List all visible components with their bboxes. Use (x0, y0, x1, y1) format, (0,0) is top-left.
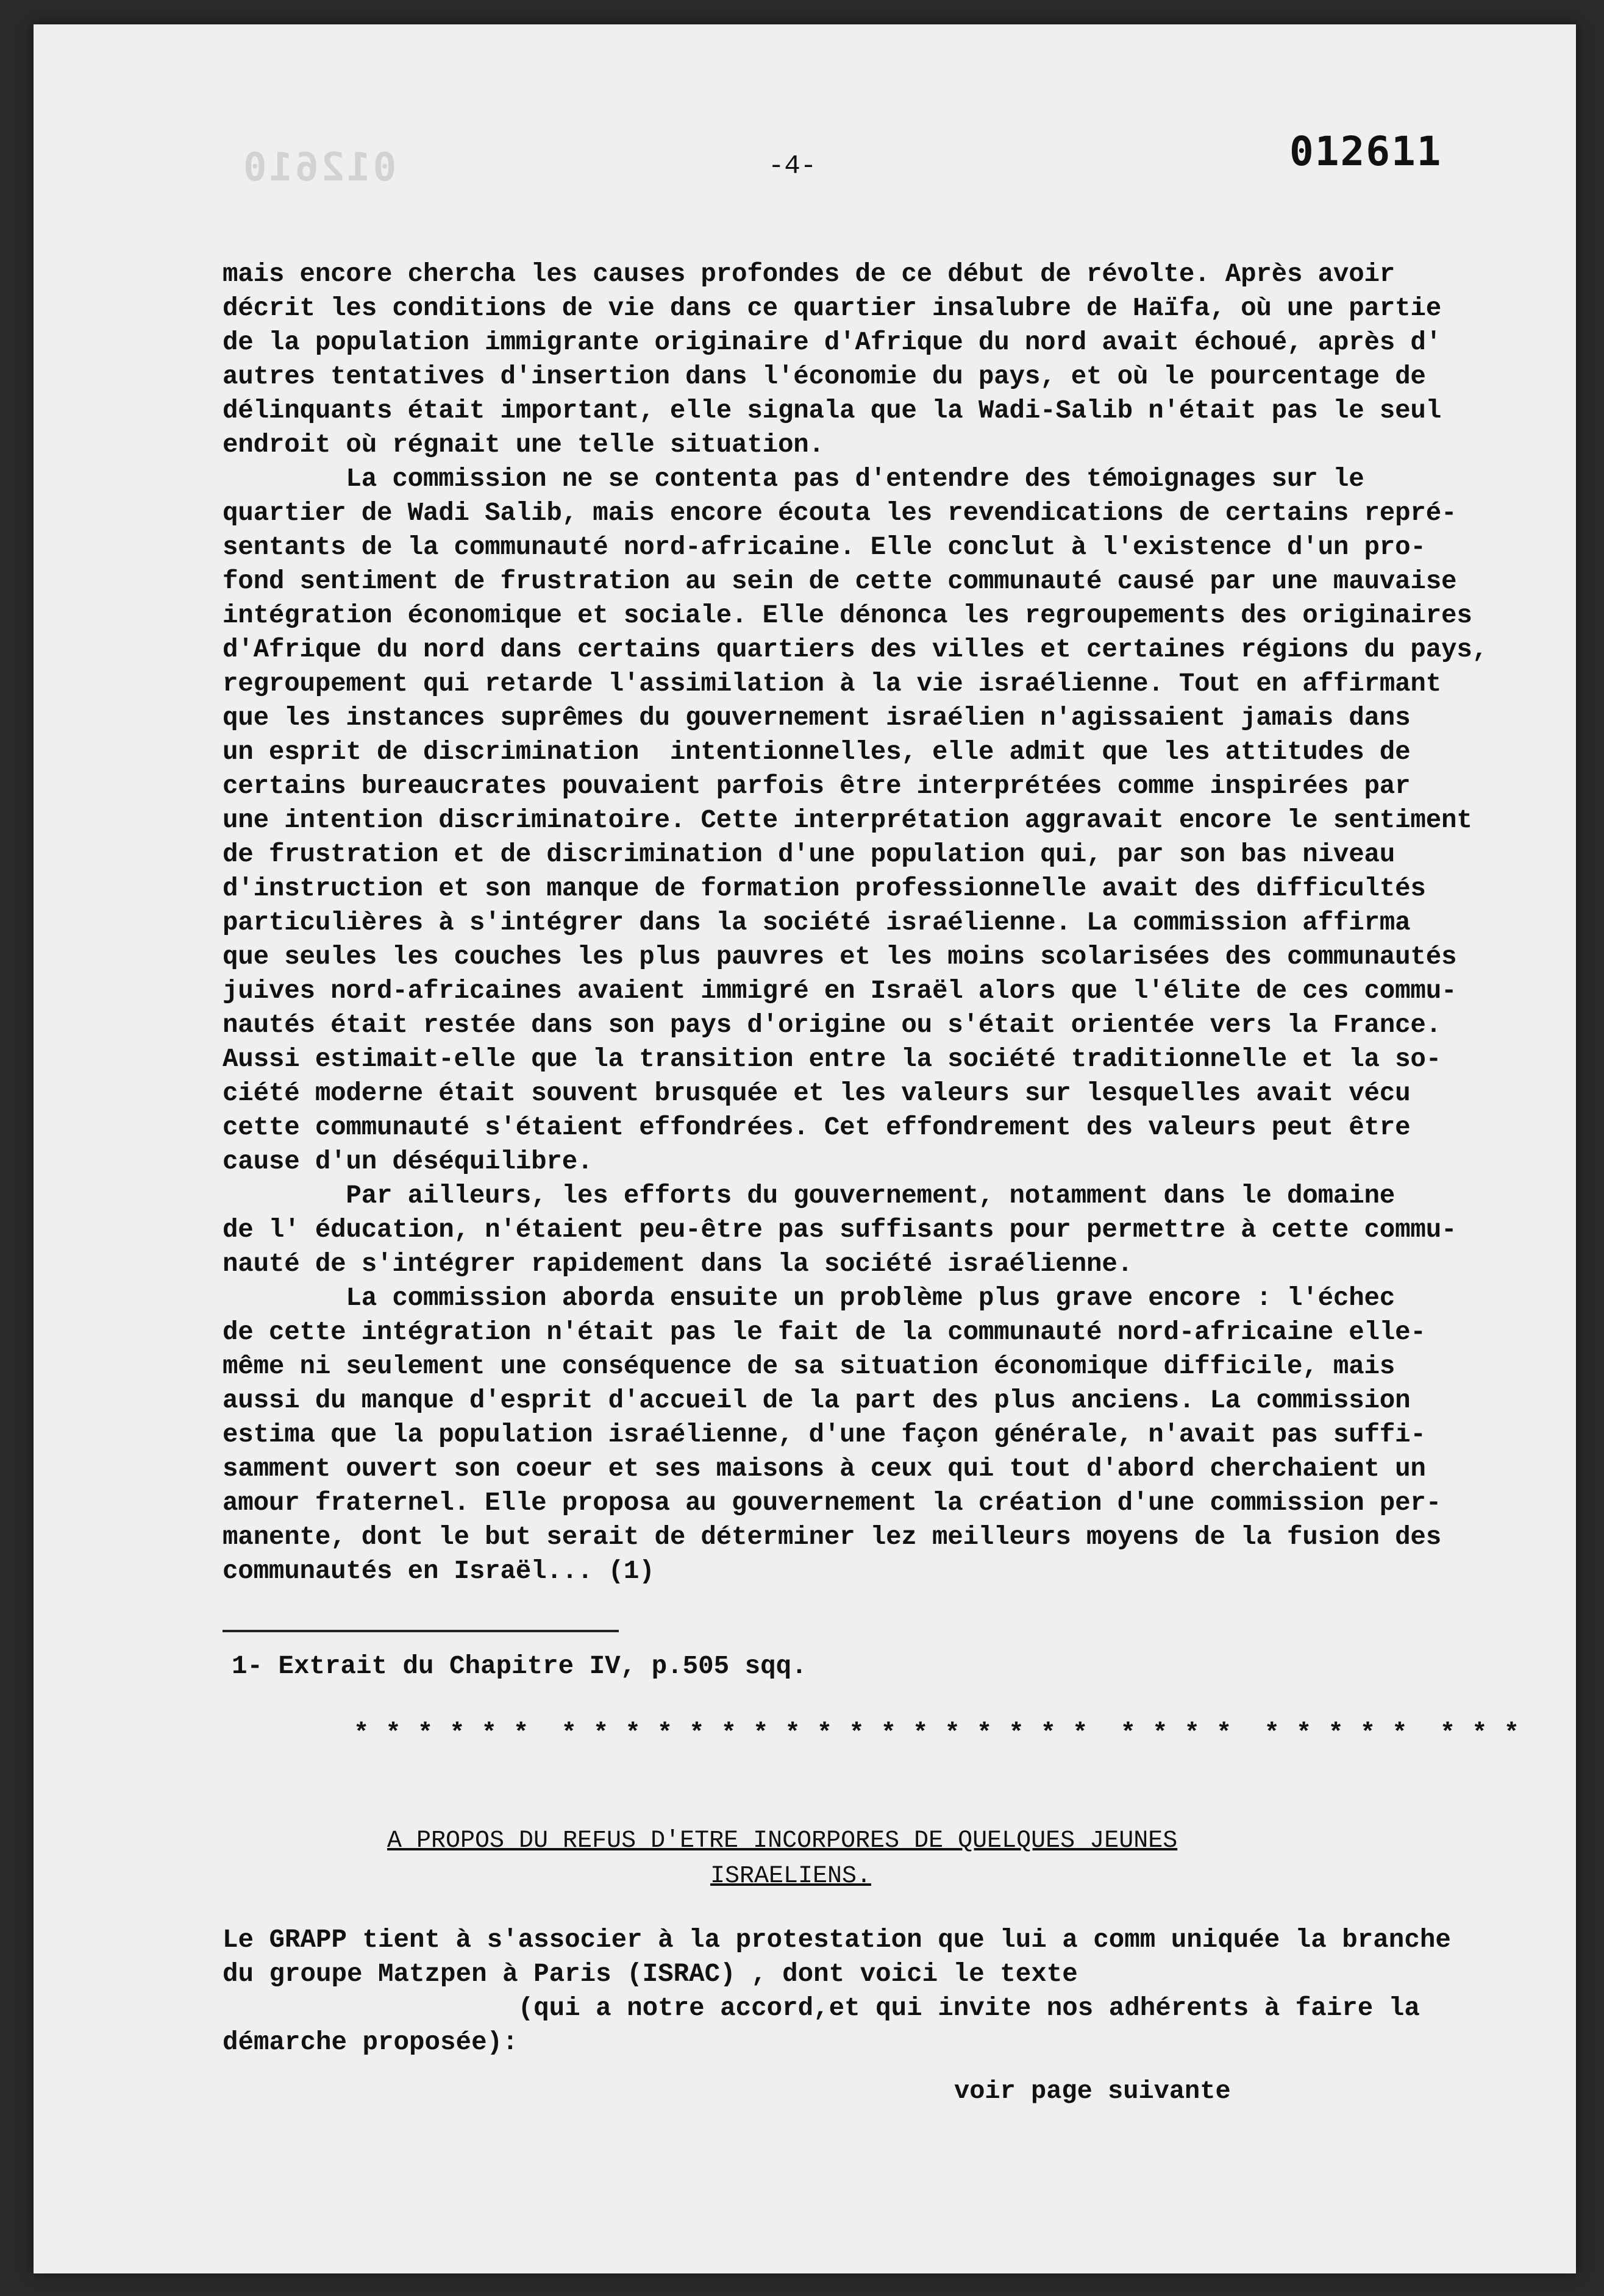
footnote: 1- Extrait du Chapitre IV, p.505 sqq. (232, 1652, 807, 1681)
body-line: amour fraternel. Elle proposa au gouvernement la création d'une commission per- (223, 1488, 1442, 1518)
star-separator: * * * * * * * * * * * * * * * * * * * * * * * * * * * * * * * * * * * (354, 1719, 1520, 1748)
body-line: que seules les couches les plus pauvres et les moins scolarisées des communautés (223, 942, 1457, 972)
body-line: intégration économique et sociale. Elle dénonca les regroupements des originaires (223, 601, 1472, 630)
body-line: manente, dont le but serait de déterminer lez meilleurs moyens de la fusion des (223, 1523, 1442, 1552)
section-heading-line-1: A PROPOS DU REFUS D'ETRE INCORPORES DE QUELQUES JEUNES (387, 1827, 1178, 1855)
body-line: Par ailleurs, les efforts du gouvernement, notamment dans le domaine (223, 1181, 1395, 1210)
body-line: aussi du manque d'esprit d'accueil de la part des plus anciens. La commission (223, 1386, 1411, 1415)
body-line: cause d'un déséquilibre. (223, 1147, 593, 1176)
body-line: d'Afrique du nord dans certains quartiers des villes et certaines régions du pays, (223, 635, 1488, 664)
body-line: de l' éducation, n'étaient peu-être pas suffisants pour permettre à cette commu- (223, 1215, 1457, 1245)
section-heading-line-2: ISRAELIENS. (710, 1863, 872, 1890)
page-number: -4- (768, 151, 817, 182)
body-line: certains bureaucrates pouvaient parfois être interprétées comme inspirées par (223, 772, 1411, 801)
body-line: particulières à s'intégrer dans la société israélienne. La commission affirma (223, 908, 1411, 937)
body-line: autres tentatives d'insertion dans l'économie du pays, et où le pourcentage de (223, 362, 1426, 391)
ghost-document-number: 012610 (241, 145, 397, 190)
footnote-divider (223, 1630, 619, 1632)
body-line: de frustration et de discrimination d'une population qui, par son bas niveau (223, 840, 1395, 869)
body-line: décrit les conditions de vie dans ce quartier insalubre de Haïfa, où une partie (223, 294, 1442, 323)
body-line: sentants de la communauté nord-africaine. Elle conclut à l'existence d'un pro- (223, 533, 1426, 562)
body-line: un esprit de discrimination intentionnelles, elle admit que les attitudes de (223, 737, 1411, 767)
body-line: cette communauté s'étaient effondrées. Cet effondrement des valeurs peut être (223, 1113, 1411, 1142)
closing-line: du groupe Matzpen à Paris (ISRAC) , dont voici le texte (223, 1960, 1078, 1989)
body-line: délinquants était important, elle signala que la Wadi-Salib n'était pas le seul (223, 396, 1442, 425)
body-line: nautés était restée dans son pays d'origine ou s'était orientée vers la France. (223, 1011, 1442, 1040)
body-line: endroit où régnait une telle situation. (223, 430, 824, 460)
body-line: Aussi estimait-elle que la transition entre la société traditionnelle et la so- (223, 1045, 1442, 1074)
closing-line: démarche proposée): (223, 2028, 518, 2057)
body-line: regroupement qui retarde l'assimilation à la vie israélienne. Tout en affirmant (223, 669, 1442, 698)
body-line: de cette intégration n'était pas le fait de la communauté nord-africaine elle- (223, 1318, 1426, 1347)
body-line: juives nord-africaines avaient immigré en Israël alors que l'élite de ces commu- (223, 976, 1457, 1006)
body-line: communautés en Israël... (1) (223, 1557, 655, 1586)
body-line: même ni seulement une conséquence de sa situation économique difficile, mais (223, 1352, 1395, 1381)
body-line: mais encore chercha les causes profondes de ce début de révolte. Après avoir (223, 260, 1395, 289)
body-line: quartier de Wadi Salib, mais encore écouta les revendications de certains repré- (223, 499, 1457, 528)
body-line: samment ouvert son coeur et ses maisons à ceux qui tout d'abord cherchaient un (223, 1454, 1426, 1484)
closing-line: (qui a notre accord,et qui invite nos adhérents à faire la (223, 1994, 1420, 2023)
body-line: que les instances suprêmes du gouvernement israélien n'agissaient jamais dans (223, 703, 1411, 733)
document-sheet (34, 24, 1576, 2273)
next-page-note: voir page suivante (954, 2077, 1231, 2106)
body-line: La commission aborda ensuite un problème plus grave encore : l'échec (223, 1284, 1395, 1313)
document-number-stamp: 012611 (1289, 128, 1442, 175)
body-line: nauté de s'intégrer rapidement dans la société israélienne. (223, 1249, 1133, 1279)
body-line: La commission ne se contenta pas d'entendre des témoignages sur le (223, 464, 1364, 494)
section-heading (387, 1824, 1177, 1894)
body-line: fond sentiment de frustration au sein de cette communauté causé par une mauvaise (223, 567, 1457, 596)
body-line: estima que la population israélienne, d'une façon générale, n'avait pas suffi- (223, 1420, 1426, 1449)
body-line: ciété moderne était souvent brusquée et les valeurs sur lesquelles avait vécu (223, 1079, 1411, 1108)
closing-line: Le GRAPP tient à s'associer à la protestation que lui a comm uniquée la branche (223, 1925, 1451, 1955)
body-line: d'instruction et son manque de formation professionnelle avait des difficultés (223, 874, 1426, 903)
body-line: de la population immigrante originaire d'Afrique du nord avait échoué, après d' (223, 328, 1442, 357)
closing-paragraph (223, 1923, 1503, 2060)
body-line: une intention discriminatoire. Cette interprétation aggravait encore le sentiment (223, 806, 1472, 835)
body-text (223, 257, 1488, 1588)
